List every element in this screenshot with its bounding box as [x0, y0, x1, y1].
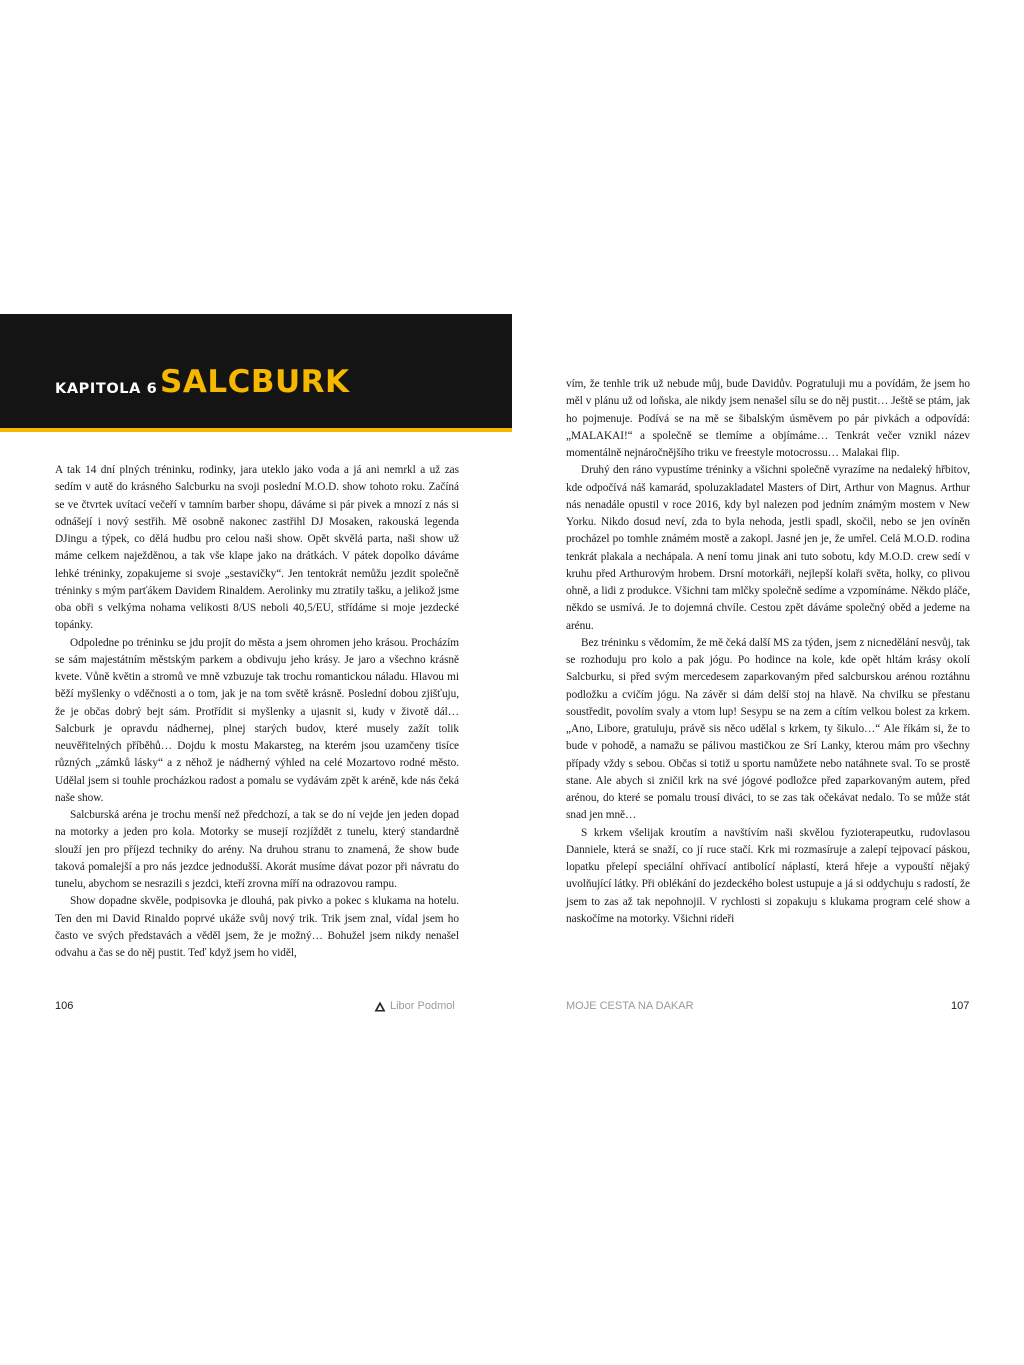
paragraph: S krkem všelijak kroutím a navštívím naši skvělou fyzioterapeutku, rudovlasou Danniele, která se snaží, co jí ruce stačí. Krk mi rozmasíruje a zalepí tejpovací páskou, lopatku přelepí speciální ohřívací antibolící náplastí, která hřeje a vypouští nějaký uvolňující látky. Při oblékání do jezdeckého bolest ustupuje a já si oddychuju s radostí, že jsem to zas až tak nepohnojil. V rychlosti si zopakuju s klukama program celé show a naskočíme na motorky. Všichni rideři — [566, 826, 970, 925]
triangle-logo-icon — [374, 1001, 386, 1012]
running-head-book-title: MOJE CESTA NA DAKAR — [566, 1000, 694, 1012]
left-page-body — [55, 462, 459, 962]
paragraph: A tak 14 dní plných tréninku, rodinky, jara uteklo jako voda a já ani nemrkl a už zas sedím v autě do krásného Salcburku na svoji poslední M.O.D. show tohoto roku. Začíná se ve čtvrtek uvítací večeří v tamním barber shopu, dáváme si pár pivek a mnozí z nás si odnášejí i nový sestřih. Mě osobně nakonec zastřihl DJ Mosaken, rakouská legenda DJingu a týpek, co dělá hudbu pro celou naši show. Opět skvělá parta, naši show už máme celkem naježděnou, a tak vše klape jako na drátkách. V pátek dopolko dáváme lehké tréninky, zopakujeme si svoje „sestavičky“. Jen tentokrát nemůžu jezdit společně tréninky s mým parťákem Davidem Rinaldem. Aerolinky mu ztratily tašku, a jelikož jsme oba obři s velkýma nohama velikosti 8/US neboli 40,5/EU, střídáme si moje jezdecké topánky. — [55, 464, 459, 632]
paragraph: Druhý den ráno vypustíme tréninky a všichni společně vyrazíme na nedaleký hřbitov, kde odpočívá náš kamarád, spoluzakladatel Masters of Dirt, Arthur von Magnus. Arthur nás nenadále opustil v roce 2016, kdy byl nalezen pod jedním známým mostem v New Yorku. Nikdo dosud neví, zda to byla nehoda, jestli spadl, skočil, nebo se jen ovíněn procházel po tomhle známém mostě a zakopl. Jasné jen je, že umřel. Celá M.O.D. rodina tenkrát plakala a nechápala. A není tomu jinak ani tuto sobotu, kdy M.O.D. crew sedí v kruhu před Arthurovým hrobem. Drsní motorkáři, nejlepší kolaři světa, holky, co plivou ohně, a lidi z produkce. Všichni tam mlčky společně sedíme a vzpomínáme. Někdo pláče, někdo se usmívá. Je to dojemná chvíle. Cestou zpět dáváme společný oběd a jedeme na arénu. — [566, 464, 970, 632]
chapter-title: SALCBURK — [160, 364, 350, 400]
paragraph: vím, že tenhle trik už nebude můj, bude Davidův. Pogratuluji mu a povídám, že jsem ho měl v plánu už od loňska, ale nikdy jsem nenašel sílu se do něj pustit… Ještě se ptám, jak ho pojmenuje. Podívá se na mě se šibalským úsměvem po pár pivkách a odpovídá: „MALAKAI!“ a společně se tlemíme a objímáme… Tenkrát večer vznikl název momentálně nejnáročnějšího triku ve freestyle motocrossu… Malakai flip. — [566, 378, 970, 459]
running-head-author — [374, 1000, 455, 1012]
chapter-label: KAPITOLA 6 — [55, 381, 158, 397]
page-number-right: 107 — [951, 1000, 970, 1012]
chapter-accent-rule — [0, 428, 512, 432]
paragraph: Bez tréninku s vědomím, že mě čeká další MS za týden, jsem z nicnedělání nesvůj, tak se rozhoduju pro kolo a pak jógu. Po hodince na kole, kde opět hltám krásy okolí Salcburku, si před svým mercedesem zaparkovaným před salcburskou arénou roztáhnu podložku a cvičím jógu. Na závěr si dám delší stoj na hlavě. Na chvilku se přestanu soustředit, povolím svaly a vtom lup! Sesypu se na zem a cítím velkou bolest za krkem. „Ano, Libore, gratuluju, právě sis něco udělal s krkem, ty šikulo…“ Ale říkám si, že to bude v pohodě, a namažu se pálivou mastičkou ze Srí Lanky, kterou mám pro všechny případy vždy s sebou. Občas si totiž u sportu namůžete nebo natáhnete sval. To se prostě stane. Ale abych si zničil krk na své jógové podložce před zaparkovaným autem, před arénou, do které se pomalu trousí diváci, to se zas tak očekávat nedalo. To se může stát snad jen mně… — [566, 636, 970, 822]
page-number-left: 106 — [55, 1000, 74, 1012]
running-head-author-text: Libor Podmol — [390, 1000, 455, 1012]
right-page-body — [566, 376, 970, 928]
paragraph: Salcburská aréna je trochu menší než předchozí, a tak se do ní vejde jen jeden dopad na motorky a jeden pro kola. Motorky se musejí rozjíždět z tunelu, který standardně slouží jen pro příjezd techniky do arény. Na druhou stranu to znamená, že show bude taková pomalejší a pro nás jezdce jednodušší. Akorát musíme dávat pozor při návratu do tunelu, abychom se nesrazili s jezdci, kteří zrovna míří na odrazovou rampu. — [55, 809, 459, 890]
paragraph: Odpoledne po tréninku se jdu projít do města a jsem ohromen jeho krásou. Procházím se sám majestátním městským parkem a obdivuju jeho krásy. Je jaro a všechno krásně kvete. Vůně květin a stromů ve mně vzbuzuje tak trochu romantickou náladu. Hlavou mi běží myšlenky o vděčnosti a o tom, jak je na tom světě krásně. Poslední dobou zjišťuju, že je občas dobrý bejt sám. Protřídit si myšlenky a ujasnit si, kudy v životě dál… Salcburk je opravdu nádhernej, plnej starých budov, které musely zažít tolik neuvěřitelných příběhů… Dojdu k mostu Makarsteg, na kterém jsou uzamčeny tisíce různých „zámků lásky“ a z něhož je nádherný výhled na celé Mozartovo rodné město. Udělal jsem si touhle procházkou radost a pomalu se vydávám zpět k aréně, kde nás čeká naše show. — [55, 636, 459, 804]
paragraph: Show dopadne skvěle, podpisovka je dlouhá, pak pivko a pokec s klukama na hotelu. Ten den mi David Rinaldo poprvé ukáže svůj nový trik. Trik jsem znal, vídal jsem ho často ve svých představách a věděl jsem, že je možný… Bohužel jsem nikdy nenašel odvahu a čas se do něj pustit. Teď když jsem ho viděl, — [55, 895, 459, 959]
